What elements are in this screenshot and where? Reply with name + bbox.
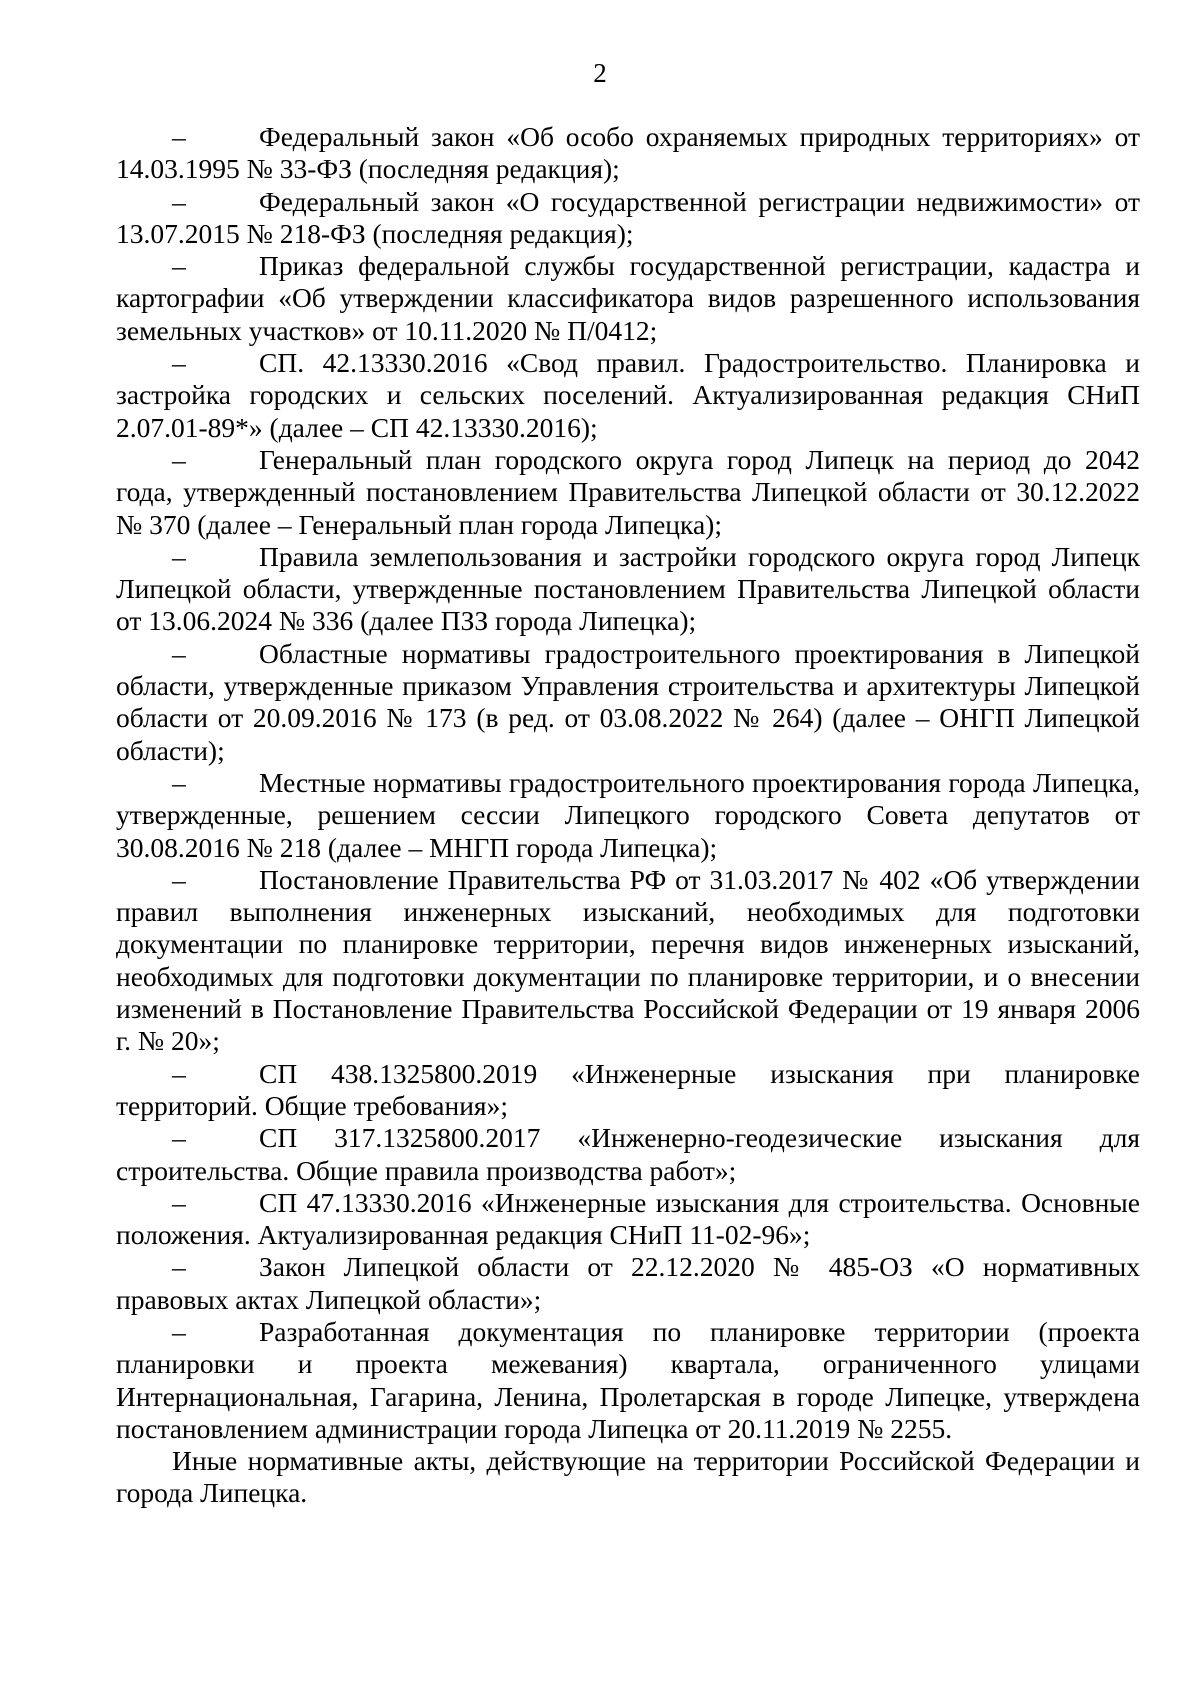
regulations-list	[116, 121, 1140, 1445]
list-dash: –	[172, 1186, 186, 1218]
list-item	[116, 1058, 1140, 1123]
list-item-text: Областные нормативы градостроительного проектирования в Липецкой области, утвержденные приказом Управления строительства и архитектуры Липецкой области от 20.09.2016 № 173 (в ред. от 03.08.2022 № 264) (далее – ОНГП Липецкой области);	[116, 637, 1140, 766]
list-dash: –	[172, 1122, 186, 1154]
list-item	[116, 121, 1140, 186]
list-item-text: Разработанная документация по планировке территории (проекта планировки и проекта межевания) квартала, ограниченного улицами Интернациональная, Гагарина, Ленина, Пролетарская в городе Липецке, утверждена постановлением администрации города Липецка от 20.11.2019 № 2255.	[116, 1315, 1140, 1444]
list-item	[116, 1187, 1140, 1252]
list-item-text: Местные нормативы градостроительного проектирования города Липецка, утвержденные, решением сессии Липецкого городского Совета депутатов от 30.08.2016 № 218 (далее – МНГП города Липецка);	[116, 766, 1140, 863]
list-dash: –	[172, 185, 186, 217]
list-dash: –	[172, 250, 186, 282]
list-item-text: СП 317.1325800.2017 «Инженерно-геодезические изыскания для строительства. Общие правила производства работ»;	[116, 1122, 1140, 1186]
list-item	[116, 767, 1140, 864]
list-item	[116, 250, 1140, 347]
list-dash: –	[172, 863, 186, 895]
list-item	[116, 1251, 1140, 1316]
list-item-text: Закон Липецкой области от 22.12.2020 № 485-ОЗ «О нормативных правовых актах Липецкой области»;	[116, 1251, 1140, 1315]
list-dash: –	[172, 121, 186, 152]
list-item-text: Правила землепользования и застройки городского округа город Липецк Липецкой области, утвержденные постановлением Правительства Липецкой области от 13.06.2024 № 336 (далее ПЗЗ города Липецка);	[116, 540, 1140, 637]
list-dash: –	[172, 1251, 186, 1283]
list-dash: –	[172, 1057, 186, 1089]
list-dash: –	[172, 1315, 186, 1347]
list-item-text: Постановление Правительства РФ от 31.03.2017 № 402 «Об утверждении правил выполнения инженерных изысканий, необходимых для подготовки документации по планировке территории, перечня видов инженерных изысканий, необходимых для подготовки документации по планировке территории, и о внесении изменений в Постановление Правительства Российской Федерации от 19 января 2006 г. № 20»;	[116, 863, 1140, 1057]
list-item	[116, 347, 1140, 444]
closing-paragraph: Иные нормативные акты, действующие на территории Российской Федерации и города Липецка.	[116, 1445, 1140, 1509]
list-item	[116, 1122, 1140, 1187]
list-item-text: Приказ федеральной службы государственной регистрации, кадастра и картографии «Об утверждении классификатора видов разрешенного использования земельных участков» от 10.11.2020 № П/0412;	[116, 250, 1140, 346]
list-item-text: СП. 42.13330.2016 «Свод правил. Градостроительство. Планировка и застройка городских и сельских поселений. Актуализированная редакция СНиП 2.07.01-89*» (далее – СП 42.13330.2016);	[116, 347, 1140, 443]
list-item-text: Генеральный план городского округа город Липецк на период до 2042 года, утвержденный постановлением Правительства Липецкой области от 30.12.2022 № 370 (далее – Генеральный план города Липецка);	[116, 443, 1140, 540]
list-item-text: СП 47.13330.2016 «Инженерные изыскания для строительства. Основные положения. Актуализированная редакция СНиП 11-02-96»;	[116, 1186, 1140, 1251]
list-item-text: Федеральный закон «О государственной регистрации недвижимости» от 13.07.2015 № 218-ФЗ (последняя редакция);	[116, 185, 1140, 249]
list-item	[116, 541, 1140, 638]
list-dash: –	[172, 766, 186, 798]
list-item-text: Федеральный закон «Об особо охраняемых природных территориях» от 14.03.1995 № 33-ФЗ (последняя редакция);	[116, 121, 1140, 185]
page-number: 2	[593, 58, 607, 88]
list-item-text: СП 438.1325800.2019 «Инженерные изыскания при планировке территорий. Общие требования»;	[116, 1057, 1140, 1121]
list-dash: –	[172, 443, 186, 475]
list-item	[116, 1316, 1140, 1445]
document-body	[116, 121, 1140, 1510]
list-item	[116, 638, 1140, 767]
list-item	[116, 864, 1140, 1058]
list-dash: –	[172, 540, 186, 572]
list-dash: –	[172, 347, 186, 379]
list-item	[116, 444, 1140, 541]
list-dash: –	[172, 637, 186, 669]
list-item	[116, 186, 1140, 251]
